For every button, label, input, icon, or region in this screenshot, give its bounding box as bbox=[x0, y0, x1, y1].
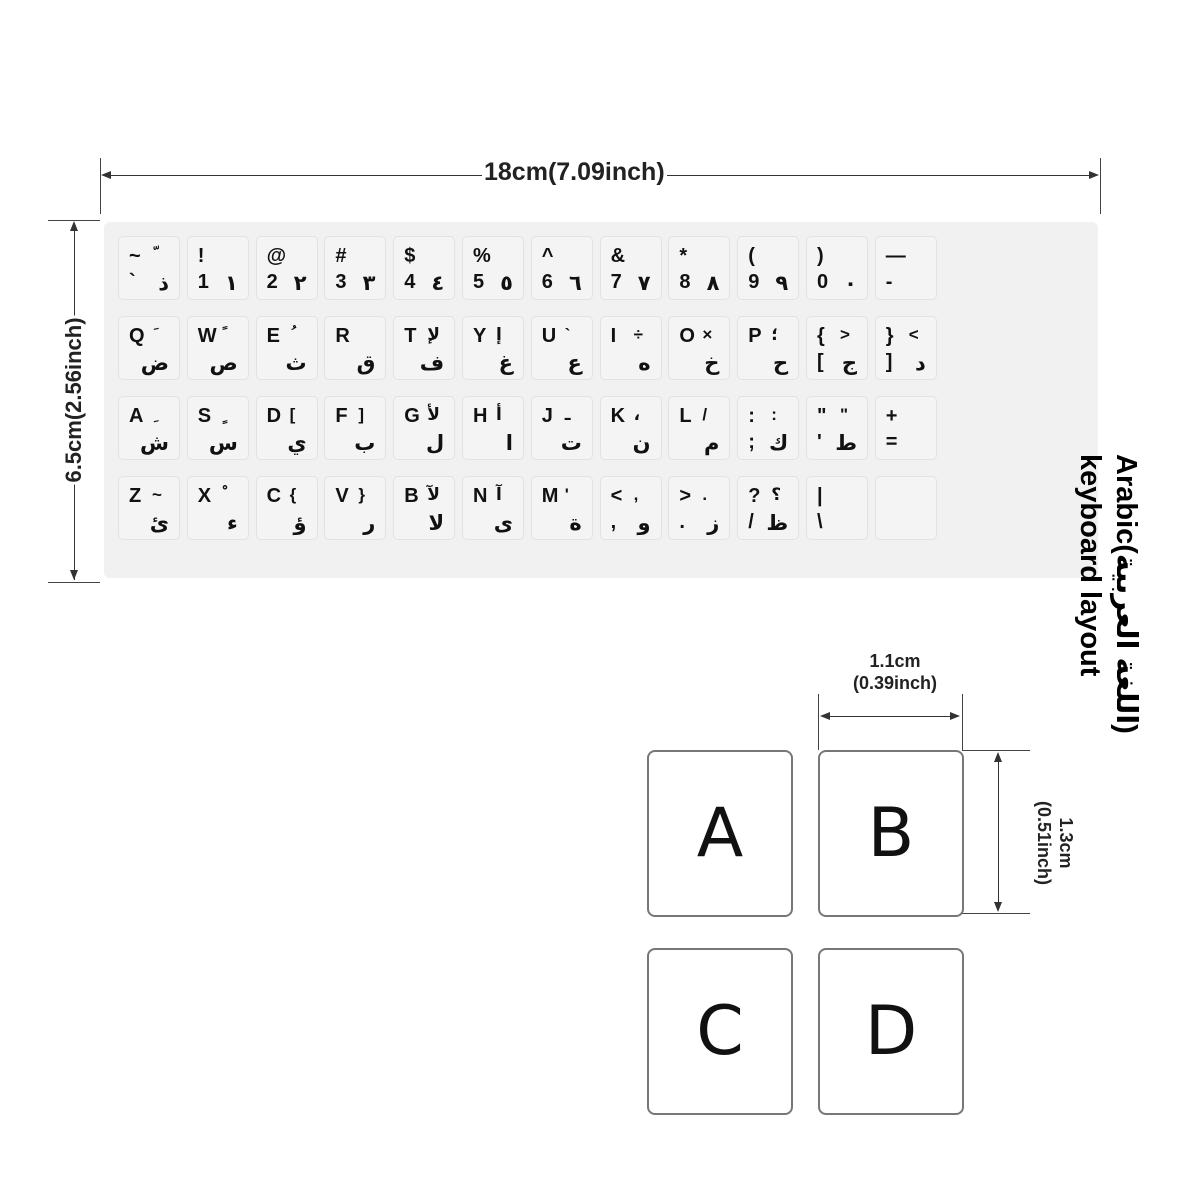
sample-key-c: C bbox=[647, 948, 793, 1115]
key-legend-bl: = bbox=[885, 431, 898, 453]
key-width-cm: 1.1cm bbox=[869, 651, 921, 671]
key-legend-tl: $ bbox=[404, 245, 416, 267]
sticker-key bbox=[256, 396, 318, 460]
key-legend-br: غ bbox=[498, 351, 513, 375]
key-legend-br: ئ bbox=[149, 511, 169, 535]
key-legend-tr: > bbox=[840, 325, 850, 344]
key-legend-tl: ! bbox=[197, 245, 205, 267]
key-height-cm: 1.3cm bbox=[1056, 817, 1076, 869]
key-legend-br: ط bbox=[835, 431, 857, 455]
key-legend-bl: 9 bbox=[748, 271, 760, 293]
key-legend-tr: / bbox=[702, 405, 708, 424]
key-legend-bl: [ bbox=[817, 351, 824, 373]
sticker-key bbox=[737, 396, 799, 460]
sticker-key bbox=[118, 396, 180, 460]
key-legend-tr: ` bbox=[564, 325, 571, 344]
key-legend-tl: Y bbox=[473, 325, 487, 347]
key-legend-tr: , bbox=[633, 485, 639, 504]
key-legend-br: ك bbox=[768, 431, 789, 455]
key-legend-br: ز bbox=[707, 511, 720, 535]
sample-key-b: B bbox=[818, 750, 964, 917]
sticker-key bbox=[668, 396, 730, 460]
key-legend-br: ذ bbox=[158, 271, 169, 295]
key-width-left-arrow-icon bbox=[820, 712, 830, 720]
sticker-key bbox=[256, 236, 318, 300]
sticker-key bbox=[462, 396, 524, 460]
sticker-key bbox=[393, 396, 455, 460]
key-width-in: (0.39inch) bbox=[852, 673, 938, 693]
sticker-key bbox=[187, 316, 249, 380]
key-width-right-tick bbox=[962, 694, 963, 750]
key-legend-tl: T bbox=[404, 325, 417, 347]
key-legend-br: ش bbox=[140, 431, 169, 455]
key-legend-tr: < bbox=[908, 325, 919, 344]
key-legend-tl: ) bbox=[817, 245, 824, 267]
key-legend-tl: V bbox=[335, 485, 349, 507]
key-legend-tr: لآ bbox=[427, 485, 440, 504]
key-height-line bbox=[998, 754, 999, 910]
sticker-key bbox=[462, 316, 524, 380]
key-legend-tr: إ bbox=[496, 325, 502, 344]
key-legend-bl: 2 bbox=[266, 271, 278, 293]
key-legend-tl: | bbox=[817, 485, 823, 507]
key-legend-br: ن bbox=[632, 431, 651, 455]
key-legend-br: ث bbox=[285, 351, 307, 375]
key-legend-bl: 3 bbox=[335, 271, 347, 293]
key-width-right-arrow-icon bbox=[950, 712, 960, 720]
key-legend-tl: ? bbox=[748, 485, 761, 507]
sticker-key bbox=[737, 316, 799, 380]
key-legend-tl: P bbox=[748, 325, 762, 347]
key-legend-br: ٨ bbox=[706, 271, 720, 295]
key-legend-tl: — bbox=[885, 245, 906, 267]
key-legend-tl: M bbox=[541, 485, 559, 507]
key-legend-tr: [ bbox=[289, 405, 296, 424]
key-legend-tl: K bbox=[610, 405, 626, 427]
sticker-key bbox=[531, 316, 593, 380]
key-legend-bl: 0 bbox=[817, 271, 829, 293]
key-legend-br: ٢ bbox=[293, 271, 307, 295]
key-legend-bl: 1 bbox=[197, 271, 209, 293]
key-legend-br: ء bbox=[227, 511, 238, 535]
sticker-key bbox=[531, 476, 593, 540]
key-legend-tr: { bbox=[289, 485, 297, 504]
key-legend-tr: ، bbox=[633, 405, 641, 424]
sticker-key bbox=[600, 396, 662, 460]
sticker-key bbox=[875, 476, 937, 540]
key-legend-tl: ^ bbox=[541, 245, 554, 267]
key-legend-br: و bbox=[637, 511, 651, 535]
key-legend-bl: - bbox=[885, 271, 893, 293]
sticker-key bbox=[531, 236, 593, 300]
key-legend-br: ى bbox=[493, 511, 513, 535]
sticker-key bbox=[462, 236, 524, 300]
key-legend-bl: 7 bbox=[610, 271, 622, 293]
height-down-arrow-icon bbox=[70, 570, 78, 580]
sticker-key bbox=[668, 476, 730, 540]
key-legend-tl: * bbox=[679, 245, 688, 267]
key-legend-br: خ bbox=[704, 351, 720, 375]
sample-key-d: D bbox=[818, 948, 964, 1115]
width-right-arrow-icon bbox=[1089, 171, 1099, 179]
key-legend-bl: / bbox=[748, 511, 754, 533]
key-legend-tr: أ bbox=[496, 405, 502, 424]
key-legend-tr: : bbox=[771, 405, 777, 424]
key-legend-tl: # bbox=[335, 245, 347, 267]
key-legend-tl: H bbox=[473, 405, 488, 427]
key-legend-tl: Z bbox=[129, 485, 142, 507]
key-legend-tl: } bbox=[885, 325, 894, 347]
key-legend-tl: " bbox=[817, 405, 827, 427]
key-legend-tl: O bbox=[679, 325, 695, 347]
key-legend-br: ر bbox=[363, 511, 376, 535]
key-legend-tr: ؛ bbox=[771, 325, 778, 344]
sticker-key bbox=[806, 316, 868, 380]
sticker-key bbox=[600, 236, 662, 300]
sticker-key bbox=[806, 476, 868, 540]
key-legend-tl: J bbox=[541, 405, 553, 427]
key-legend-tl: @ bbox=[266, 245, 287, 267]
sticker-key bbox=[668, 236, 730, 300]
sticker-key bbox=[324, 396, 386, 460]
key-legend-tr: ÷ bbox=[633, 325, 643, 344]
key-legend-br: د bbox=[915, 351, 926, 375]
key-legend-br: ه bbox=[638, 351, 651, 375]
key-height-label bbox=[1033, 801, 1077, 885]
key-legend-bl: ' bbox=[817, 431, 822, 453]
key-legend-br: ٠ bbox=[844, 271, 857, 295]
sticker-key bbox=[118, 236, 180, 300]
sticker-key bbox=[462, 476, 524, 540]
key-legend-tr: . bbox=[702, 485, 708, 504]
key-legend-bl: 5 bbox=[473, 271, 485, 293]
sticker-key bbox=[806, 396, 868, 460]
key-height-up-arrow-icon bbox=[994, 752, 1002, 762]
sticker-key bbox=[393, 236, 455, 300]
key-legend-tr: ـ bbox=[564, 405, 571, 424]
key-legend-tr: لإ bbox=[427, 325, 440, 344]
key-legend-br: ا bbox=[505, 431, 513, 455]
key-legend-tl: S bbox=[197, 405, 212, 427]
key-legend-br: ض bbox=[140, 351, 169, 375]
key-legend-bl: ] bbox=[885, 351, 893, 373]
key-width-left-tick bbox=[818, 694, 819, 750]
key-legend-br: ٦ bbox=[568, 271, 582, 295]
key-width-label bbox=[820, 650, 970, 694]
sticker-key bbox=[324, 236, 386, 300]
key-legend-tl: I bbox=[610, 325, 617, 347]
key-legend-tl: & bbox=[610, 245, 626, 267]
key-legend-br: ح bbox=[773, 351, 789, 375]
key-legend-tl: C bbox=[266, 485, 282, 507]
width-left-arrow-icon bbox=[101, 171, 111, 179]
sheet-title-line2: keyboard layout bbox=[1074, 454, 1106, 677]
height-up-arrow-icon bbox=[70, 221, 78, 231]
key-legend-tl: ( bbox=[748, 245, 755, 267]
key-legend-tr: آ bbox=[496, 485, 502, 504]
key-legend-br: ٩ bbox=[775, 271, 789, 295]
key-legend-tl: { bbox=[817, 325, 825, 347]
key-height-top-tick bbox=[962, 750, 1030, 751]
key-legend-tl: : bbox=[748, 405, 755, 427]
key-legend-br: ع bbox=[567, 351, 582, 375]
key-legend-br: ج bbox=[841, 351, 857, 375]
key-legend-br: لا bbox=[428, 511, 445, 535]
key-legend-tr: " bbox=[840, 405, 849, 424]
key-legend-tl: % bbox=[473, 245, 491, 267]
key-legend-bl: ` bbox=[129, 271, 136, 293]
sticker-key bbox=[600, 476, 662, 540]
key-legend-bl: ; bbox=[748, 431, 755, 453]
sticker-key bbox=[875, 396, 937, 460]
key-height-down-arrow-icon bbox=[994, 902, 1002, 912]
key-legend-br: ٧ bbox=[637, 271, 651, 295]
key-width-line bbox=[822, 716, 958, 717]
key-legend-bl: 4 bbox=[404, 271, 416, 293]
key-legend-tr: ' bbox=[564, 485, 569, 504]
key-height-in: (0.51inch) bbox=[1034, 800, 1054, 886]
sticker-key bbox=[256, 476, 318, 540]
key-legend-tl: + bbox=[885, 405, 898, 427]
key-legend-br: ١ bbox=[224, 271, 238, 295]
key-legend-tl: D bbox=[266, 405, 282, 427]
key-legend-br: ب bbox=[354, 431, 376, 455]
key-legend-br: م bbox=[703, 431, 720, 455]
sticker-key bbox=[118, 476, 180, 540]
key-legend-tl: U bbox=[541, 325, 557, 347]
sticker-key bbox=[187, 476, 249, 540]
key-legend-bl: , bbox=[610, 511, 617, 533]
sticker-key bbox=[324, 476, 386, 540]
key-legend-tl: Q bbox=[129, 325, 145, 347]
sticker-key bbox=[737, 476, 799, 540]
key-legend-br: س bbox=[208, 431, 238, 455]
key-legend-tl: A bbox=[129, 405, 144, 427]
sticker-key bbox=[393, 316, 455, 380]
key-legend-tl: R bbox=[335, 325, 350, 347]
key-legend-bl: 6 bbox=[541, 271, 553, 293]
key-legend-tr: ~ bbox=[152, 485, 162, 504]
sticker-key bbox=[600, 316, 662, 380]
sticker-key bbox=[393, 476, 455, 540]
width-label: 18cm(7.09inch) bbox=[484, 158, 665, 186]
key-legend-br: ة bbox=[569, 511, 582, 535]
key-legend-tl: F bbox=[335, 405, 348, 427]
key-legend-tl: E bbox=[266, 325, 280, 347]
key-legend-tl: L bbox=[679, 405, 692, 427]
key-legend-br: ؤ bbox=[293, 511, 307, 535]
key-legend-tl: W bbox=[197, 325, 217, 347]
sticker-key bbox=[187, 396, 249, 460]
key-legend-tl: G bbox=[404, 405, 420, 427]
sticker-key bbox=[324, 316, 386, 380]
sticker-key bbox=[806, 236, 868, 300]
sticker-key bbox=[875, 316, 937, 380]
key-legend-tr: } bbox=[358, 485, 366, 504]
key-legend-br: ص bbox=[209, 351, 238, 375]
key-legend-br: ل bbox=[425, 431, 445, 455]
key-legend-tl: B bbox=[404, 485, 419, 507]
sheet-title-line1: Arabic(اللغة العربية) bbox=[1110, 454, 1142, 734]
key-legend-br: ت bbox=[560, 431, 582, 455]
height-bottom-tick bbox=[48, 582, 100, 583]
key-legend-br: ف bbox=[419, 351, 445, 375]
key-legend-tr: ] bbox=[358, 405, 365, 424]
sample-key-a: A bbox=[647, 750, 793, 917]
key-legend-bl: 8 bbox=[679, 271, 691, 293]
width-right-tick bbox=[1100, 158, 1101, 214]
key-legend-br: ق bbox=[356, 351, 376, 375]
sticker-key bbox=[668, 316, 730, 380]
key-legend-tl: N bbox=[473, 485, 488, 507]
key-legend-br: ي bbox=[287, 431, 307, 455]
sticker-key bbox=[875, 236, 937, 300]
sticker-key bbox=[187, 236, 249, 300]
sheet-title bbox=[1074, 454, 1184, 794]
key-legend-tr: × bbox=[702, 325, 713, 344]
key-legend-br: ٥ bbox=[500, 271, 513, 295]
key-legend-tr: ؟ bbox=[771, 485, 782, 504]
sticker-key bbox=[118, 316, 180, 380]
key-legend-tl: > bbox=[679, 485, 692, 507]
key-legend-bl: . bbox=[679, 511, 685, 533]
width-left-tick bbox=[100, 158, 101, 214]
key-legend-tl: X bbox=[197, 485, 212, 507]
height-label: 6.5cm(2.56inch) bbox=[61, 317, 86, 483]
key-legend-tl: < bbox=[610, 485, 623, 507]
key-legend-br: ٣ bbox=[362, 271, 376, 295]
sticker-key bbox=[737, 236, 799, 300]
key-legend-tr: لأ bbox=[427, 405, 440, 424]
key-height-bottom-tick bbox=[962, 913, 1030, 914]
key-legend-br: ظ bbox=[766, 511, 789, 535]
key-legend-br: ٤ bbox=[431, 271, 445, 295]
key-legend-bl: \ bbox=[817, 511, 823, 533]
key-legend-tl: ~ bbox=[129, 245, 141, 267]
sticker-key bbox=[531, 396, 593, 460]
sticker-key bbox=[256, 316, 318, 380]
